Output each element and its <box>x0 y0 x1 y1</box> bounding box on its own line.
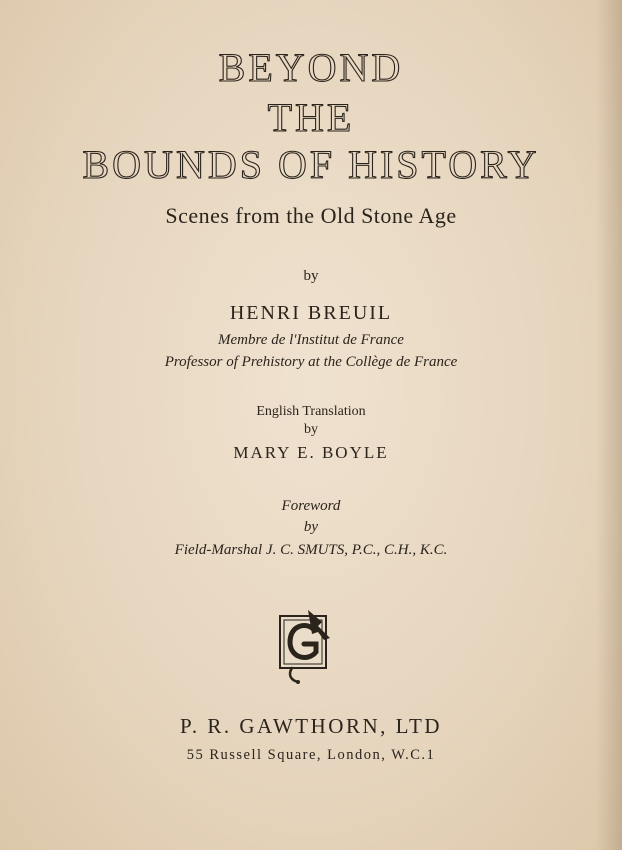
publisher-address: 55 Russell Square, London, W.C.1 <box>186 747 436 763</box>
author-affiliation-1: Membre de l'Institut de France <box>218 332 404 348</box>
subtitle: Scenes from the Old Stone Age <box>165 203 457 228</box>
publisher-monogram-icon <box>278 604 338 686</box>
author-name: HENRI BREUIL <box>229 302 393 324</box>
foreword-label: Foreword <box>281 498 341 514</box>
author-affiliation-2: Professor of Prehistory at the Collège de France <box>164 354 458 370</box>
title-line-1: BEYOND <box>218 45 404 90</box>
publisher-name: P. R. GAWTHORN, LTD <box>179 714 443 738</box>
author-by: by <box>303 268 319 284</box>
foreword-by: by <box>303 519 319 535</box>
foreword-writer: Field-Marshal J. C. SMUTS, P.C., C.H., K.C. <box>174 542 448 558</box>
title-line-2: THE <box>267 95 355 140</box>
translator-name: MARY E. BOYLE <box>233 443 389 462</box>
title-line-3: BOUNDS OF HISTORY <box>82 142 540 187</box>
translation-by: by <box>304 422 318 437</box>
translation-label: English Translation <box>256 404 366 419</box>
